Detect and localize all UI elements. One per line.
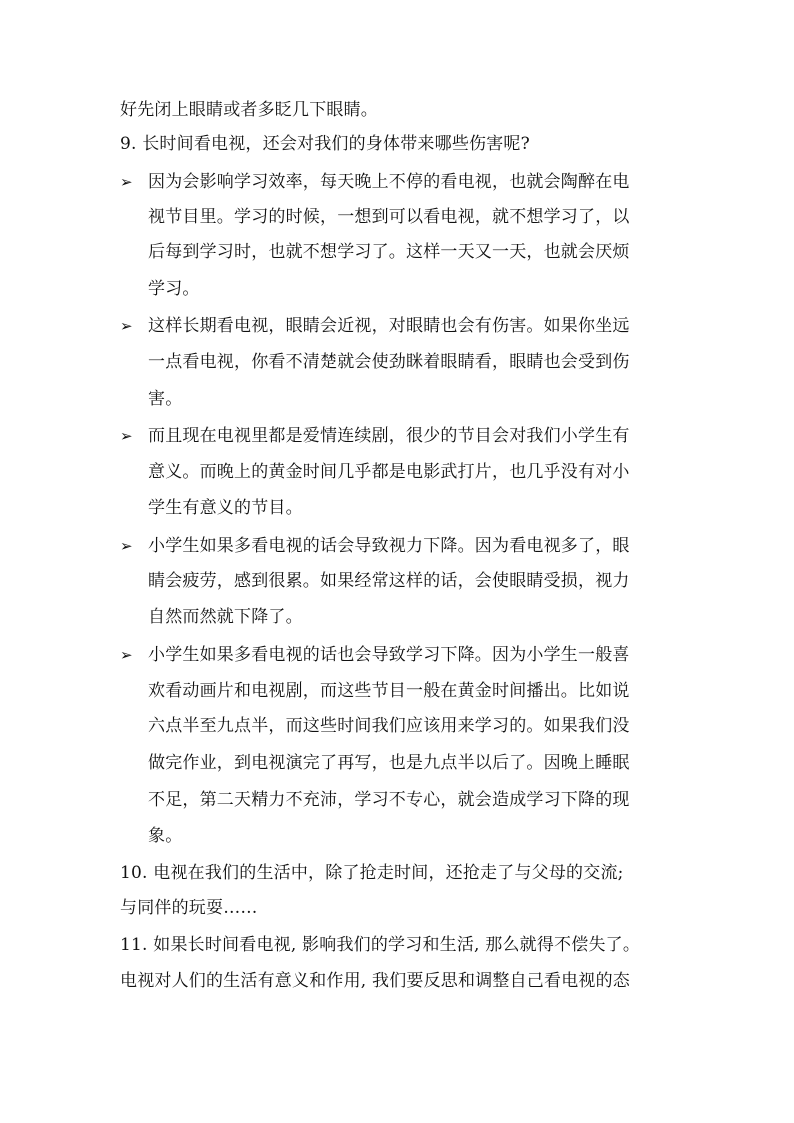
bullet-text: 这样长期看电视，眼睛会近视，对眼睛也会有伤害。如果你坐远 — [148, 316, 630, 336]
question-9: 9. 长时间看电视，还会对我们的身体带来哪些伤害呢? — [120, 134, 530, 154]
bullet-text: 小学生如果多看电视的话也会导致学习下降。因为小学生一般喜 — [148, 645, 630, 665]
arrow-bullet-icon: ➢ — [120, 427, 133, 445]
question-11: 11. 如果长时间看电视, 影响我们的学习和生活, 那么就得不偿失了。 — [120, 935, 641, 955]
text-line: 做完作业，到电视演完了再写，也是九点半以后了。因晚上睡眠 — [148, 753, 630, 773]
text-line: 睛会疲劳，感到很累。如果经常这样的话，会使眼睛受损，视力 — [148, 571, 630, 591]
bullet-text: 小学生如果多看电视的话会导致视力下降。因为看电视多了，眼 — [148, 536, 630, 556]
text-line: 意义。而晚上的黄金时间几乎都是电影武打片，也几乎没有对小 — [148, 462, 630, 482]
arrow-bullet-icon: ➢ — [120, 537, 133, 555]
text-line: 电视对人们的生活有意义和作用, 我们要反思和调整自己看电视的态 — [120, 971, 631, 991]
text-line: 视节目里。学习的时候，一想到可以看电视，就不想学习了，以 — [148, 207, 630, 227]
arrow-bullet-icon: ➢ — [120, 173, 133, 191]
arrow-bullet-icon: ➢ — [120, 646, 133, 664]
text-line: 害。 — [148, 389, 183, 409]
bullet-text: 而且现在电视里都是爱情连续剧，很少的节目会对我们小学生有 — [148, 426, 630, 446]
text-line: 后每到学习时，也就不想学习了。这样一天又一天，也就会厌烦 — [148, 242, 630, 262]
text-line: 自然而然就下降了。 — [148, 607, 303, 627]
arrow-bullet-icon: ➢ — [120, 317, 133, 335]
text-line: 不足，第二天精力不充沛，学习不专心，就会造成学习下降的现 — [148, 790, 630, 810]
text-line: 象。 — [148, 826, 183, 846]
text-line: 欢看动画片和电视剧，而这些节目一般在黄金时间播出。比如说 — [148, 681, 630, 701]
text-line: 学习。 — [148, 279, 200, 299]
text-line: 一点看电视，你看不清楚就会使劲眯着眼睛看，眼睛也会受到伤 — [148, 352, 630, 372]
bullet-text: 因为会影响学习效率，每天晚上不停的看电视，也就会陶醉在电 — [148, 172, 630, 192]
text-line: 好先闭上眼睛或者多眨几下眼睛。 — [120, 100, 378, 120]
text-line: 学生有意义的节目。 — [148, 498, 303, 518]
text-line: 与同伴的玩耍…… — [120, 898, 258, 918]
text-line: 六点半至九点半，而这些时间我们应该用来学习的。如果我们没 — [148, 716, 630, 736]
question-10: 10. 电视在我们的生活中，除了抢走时间，还抢走了与父母的交流; — [120, 863, 624, 883]
